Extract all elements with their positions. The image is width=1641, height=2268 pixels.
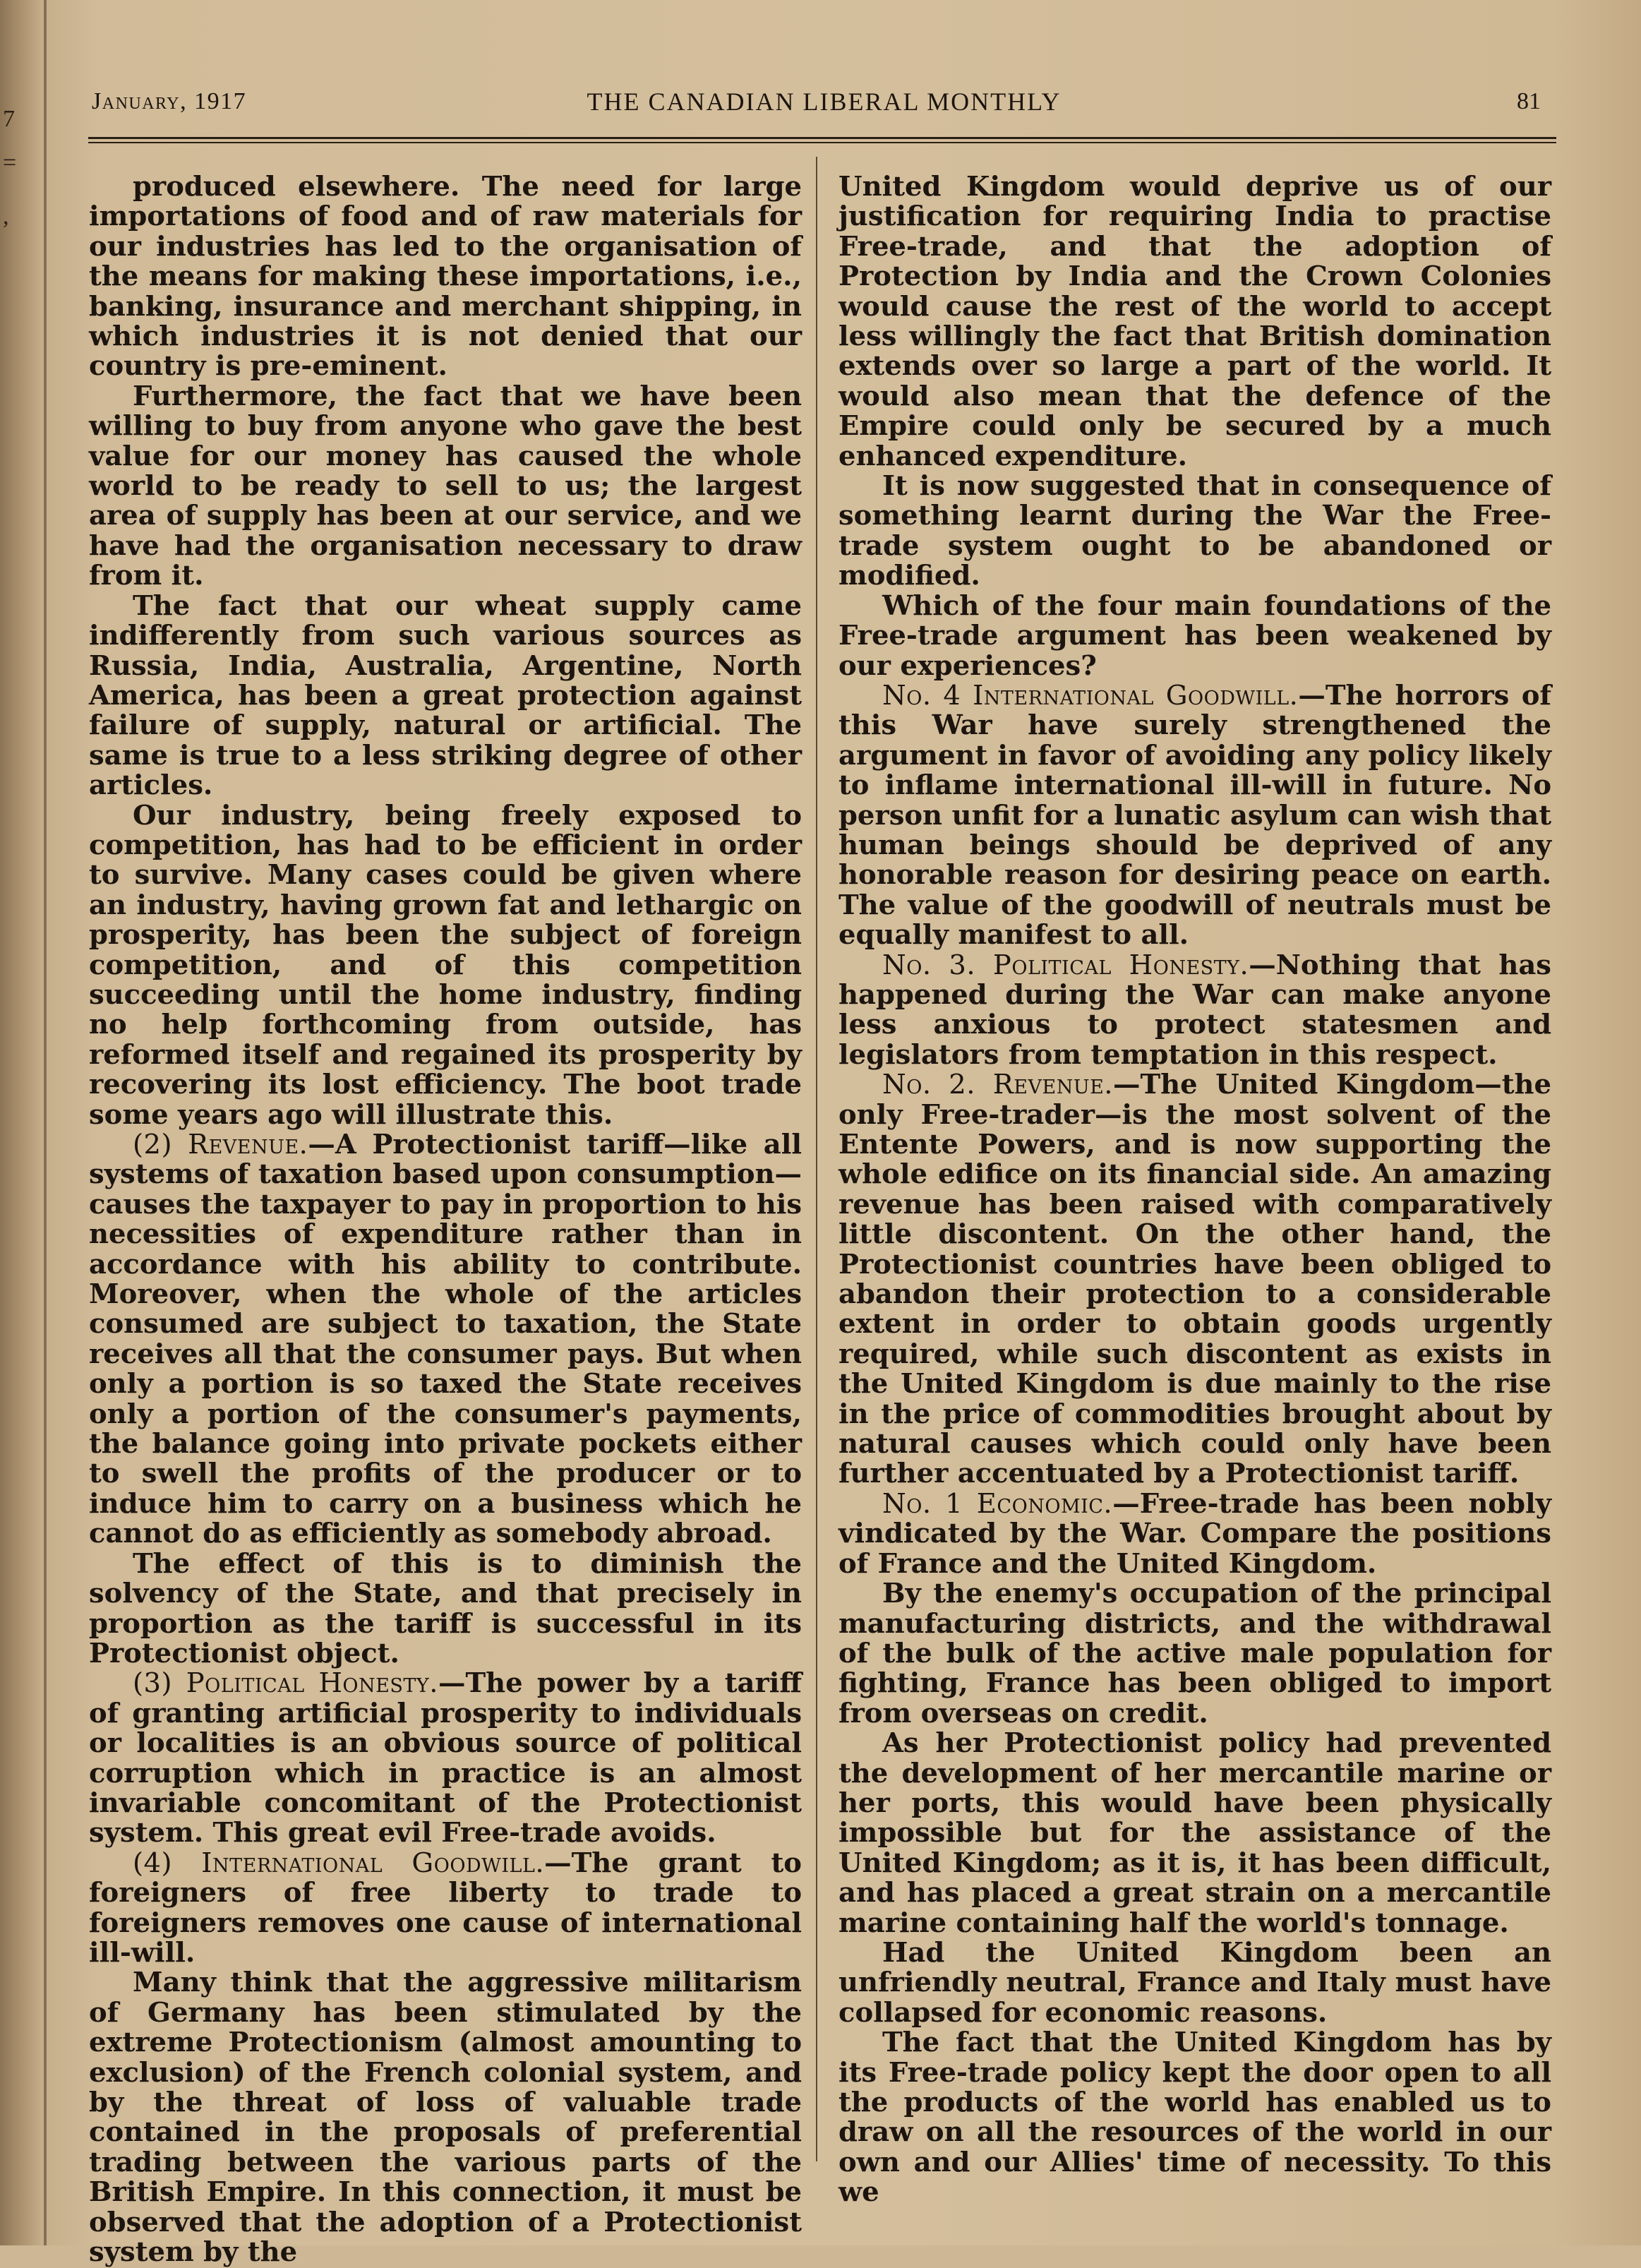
margin-fragment: ,	[3, 203, 9, 229]
section-heading: (2) Revenue.	[133, 1129, 308, 1160]
issue-date: January, 1917	[92, 88, 247, 114]
publication-title: THE CANADIAN LIBERAL MONTHLY	[587, 88, 1062, 116]
paragraph	[838, 681, 1551, 951]
running-header	[92, 81, 1556, 124]
paragraph-text: It is now suggested that in consequence of something learnt during the War the Free-trade system ought to be abandoned or modified.	[838, 470, 1551, 592]
paragraph	[838, 951, 1551, 1071]
paragraph	[89, 1849, 802, 1969]
margin-fragment: =	[3, 150, 17, 176]
paragraph-text: By the enemy's occupation of the principal manufacturing districts, and the withdrawal of the bulk of the active male population for fighting, France has been obliged to import from overseas on credit.	[838, 1578, 1551, 1729]
margin-fragments	[0, 0, 28, 2245]
paragraph	[89, 589, 802, 802]
paragraph	[838, 1938, 1551, 2028]
paragraph-text: Many think that the aggressive militarism of Germany has been stimulated by the extreme Protectionism (almost amounting to exclusion) of the French colonial system, and by the threat of loss of valuable trade contained in the proposals of preferential trading between the various parts of the British Empire. In this connection, it must be observed that the adoption of a Protectionist system by the	[89, 1967, 802, 2268]
margin-fragment: 7	[3, 106, 15, 132]
paragraph-text: Which of the four main foundations of the Free-trade argument has been weakened by our experiences?	[838, 589, 1551, 682]
paragraph	[89, 172, 802, 382]
column-rule	[816, 157, 817, 2161]
section-heading: (3) Political Honesty.	[133, 1667, 438, 1700]
paragraph-text: Furthermore, the fact that we have been willing to buy from anyone who gave the best value for our money has caused the whole world to be ready to sell to us; the largest area of supply has been at our service, and we have had the organisation necessary to draw from it.	[89, 380, 802, 592]
paragraph	[89, 1130, 802, 1549]
paragraph-text: The effect of this is to diminish the solvency of the State, and that precisely in proportion as the tariff is successful in its Protectionist object.	[89, 1547, 802, 1669]
paragraph-text: The fact that our wheat supply came indifferently from such various sources as Russia, India, Australia, Argentine, North America, has been a great protection against failure of supply, natural or artificial. The same is true to a less striking degree of other articles.	[89, 589, 802, 802]
paragraph-text: —Nothing that has happened during the War can make anyone less anxious to protect statesmen and legislators from temptation in this respect.	[838, 949, 1551, 1071]
paragraph-text: As her Protectionist policy had prevented the development of her mercantile marine or her ports, this would have been physically impossible but for the assistance of the United Kingdom; as it is, it has been difficult, and has placed a great strain on a mercantile marine containing half the world's tonnage.	[838, 1727, 1551, 1939]
paragraph	[89, 1669, 802, 1848]
paragraph	[838, 2028, 1551, 2207]
paragraph-text: The fact that the United Kingdom has by its Free-trade policy kept the door open to all the products of the world has enabled us to draw on all the resources of the world in our own and our Allies' time of necessity. To this we	[838, 2027, 1551, 2209]
right-column	[838, 172, 1551, 2208]
paragraph	[838, 589, 1551, 682]
page-number: 81	[1517, 88, 1541, 114]
header-rule	[88, 137, 1556, 143]
paragraph-text: produced elsewhere. The need for large importations of food and of raw materials for our industries has led to the organisation of the means for making these importations, i.e., banking, insurance and merchant shipping, in which industries it is not denied that our country is pre-eminent.	[89, 171, 802, 383]
section-heading: No. 3. Political Honesty.	[882, 949, 1249, 981]
paragraph	[89, 1968, 802, 2267]
paragraph	[838, 172, 1551, 472]
section-heading: (4) International Goodwill.	[133, 1847, 545, 1879]
paragraph	[89, 801, 802, 1130]
paragraph	[838, 1070, 1551, 1489]
paragraph-text: —The horrors of this War have surely strengthened the argument in favor of avoiding any policy likely to inflame international ill-will in future. No person unfit for a lunatic asylum can wish that human beings should be deprived of any honorable reason for desiring peace on earth. The value of the goodwill of neutrals must be equally manifest to all.	[838, 679, 1551, 952]
paragraph	[89, 382, 802, 592]
paragraph-text: —A Protectionist tariff—like all systems of taxation based upon consumption—causes the taxpayer to pay in proportion to his necessities of expenditure rather than in accordance with his ability to contribute. Moreover, when the whole of the articles consumed are subject to taxation, the State receives all that the consumer pays. But when only a portion is so taxed the State receives only a portion of the consumer's payments, the balance going into private pockets either to swell the profits of the producer or to induce him to carry on a business which he cannot do as efficiently as somebody abroad.	[89, 1129, 802, 1550]
paragraph	[89, 1549, 802, 1669]
section-heading: No. 1 Economic.	[882, 1487, 1113, 1520]
section-heading: No. 2. Revenue.	[882, 1069, 1114, 1101]
paragraph	[838, 472, 1551, 592]
paragraph	[838, 1729, 1551, 1938]
paragraph-text: —The power by a tariff of granting artificial prosperity to individuals or localities is an obvious source of political corruption which in practice is an almost invariable concomitant of the Protectionist system. This great evil Free-trade avoids.	[89, 1667, 802, 1849]
paragraph	[838, 1489, 1551, 1579]
paragraph-text: Had the United Kingdom been an unfriendly neutral, France and Italy must have collapsed for economic reasons.	[838, 1936, 1551, 2029]
paragraph-text: —The grant to foreigners of free liberty to trade to foreigners removes one cause of international ill-will.	[89, 1847, 802, 1969]
binding-edge	[44, 0, 47, 2245]
left-column	[89, 172, 802, 2267]
paragraph	[838, 1579, 1551, 1729]
paragraph-text: United Kingdom would deprive us of our justification for requiring India to practise Free-trade, and that the adoption of Protection by India and the Crown Colonies would cause the rest of the world to accept less willingly the fact that British domination extends over so large a part of the world. It would also mean that the defence of the Empire could only be secured by a much enhanced expenditure.	[838, 171, 1551, 472]
paragraph-text: Our industry, being freely exposed to competition, has had to be efficient in order to survive. Many cases could be given where an industry, having grown fat and lethargic on prosperity, has been the subject of foreign competition, and of this competition succeeding until the home industry, finding no help forthcoming from outside, has reformed itself and regained its prosperity by recovering its lost efficiency. The boot trade some years ago will illustrate this.	[89, 799, 802, 1131]
section-heading: No. 4 International Goodwill.	[882, 679, 1299, 712]
paragraph-text: —Free-trade has been nobly vindicated by the War. Compare the positions of France and the United Kingdom.	[838, 1487, 1551, 1580]
paragraph-text: —The United Kingdom—the only Free-trader—is the most solvent of the Entente Powers, and is now supporting the whole edifice on its financial side. An amazing revenue has been raised with comparatively little discontent. On the other hand, the Protectionist countries have been obliged to abandon their protection to a considerable extent in order to obtain goods urgently required, while such discontent as exists in the United Kingdom is due mainly to the rise in the price of commodities brought about by natural causes which could only have been further accentuated by a Protectionist tariff.	[838, 1069, 1551, 1490]
